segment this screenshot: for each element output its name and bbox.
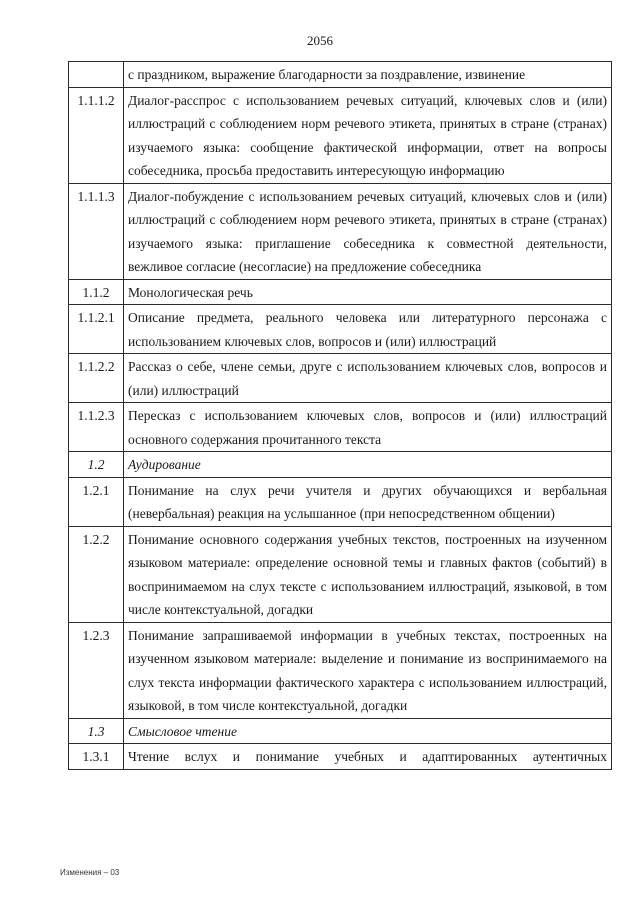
table-row xyxy=(69,62,612,88)
content-table xyxy=(68,61,612,770)
row-text: Чтение вслух и понимание учебных и адаптированных аутентичных xyxy=(124,744,612,770)
row-text: Диалог-расспрос с использованием речевых ситуаций, ключевых слов и (или) иллюстраций с соблюдением норм речевого этикета, принятых в стране (странах) изучаемого языка: сообщение фактической информации, ответ на вопросы собеседника, просьба предоставить интересующую информацию xyxy=(124,87,612,183)
table-row xyxy=(69,477,612,526)
row-number: 1.1.2 xyxy=(69,279,124,305)
table-row xyxy=(69,744,612,770)
row-text: Понимание запрашиваемой информации в учебных текстах, построенных на изученном языковом материале: выделение и понимание из воспринимаемого на слух текста информации фактического характера с использованием иллюстраций, языковой, в том числе контекстуальной, догадки xyxy=(124,622,612,718)
row-text: Описание предмета, реального человека или литературного персонажа с использованием ключевых слов, вопросов и (или) иллюстраций xyxy=(124,305,612,354)
row-text: Понимание основного содержания учебных текстов, построенных на изученном языковом материале: определение основной темы и главных фактов (событий) в воспринимаемом на слух тексте с использованием иллюстраций, языковой, в том числе контекстуальной, догадки xyxy=(124,526,612,622)
footer-revision-note: Изменения – 03 xyxy=(60,868,120,877)
row-number xyxy=(69,62,124,88)
row-text: Диалог-побуждение с использованием речевых ситуаций, ключевых слов и (или) иллюстраций с соблюдением норм речевого этикета, принятых в стране (странах) изучаемого языка: приглашение собеседника к совместной деятельности, вежливое согласие (несогласие) на предложение собеседника xyxy=(124,183,612,279)
row-text: Рассказ о себе, члене семьи, друге с использованием ключевых слов, вопросов и (или) иллюстраций xyxy=(124,354,612,403)
section-row xyxy=(69,718,612,744)
table-row xyxy=(69,403,612,452)
table-row xyxy=(69,622,612,718)
row-number: 1.1.2.2 xyxy=(69,354,124,403)
table-row xyxy=(69,305,612,354)
row-text: Пересказ с использованием ключевых слов, вопросов и (или) иллюстраций основного содержания прочитанного текста xyxy=(124,403,612,452)
table-row xyxy=(69,87,612,183)
row-number: 1.2.1 xyxy=(69,477,124,526)
table-row xyxy=(69,526,612,622)
row-text: Монологическая речь xyxy=(124,279,612,305)
section-row xyxy=(69,452,612,478)
table-row xyxy=(69,354,612,403)
row-number: 1.2.3 xyxy=(69,622,124,718)
table-row xyxy=(69,279,612,305)
row-number: 1.1.1.2 xyxy=(69,87,124,183)
section-number: 1.3 xyxy=(69,718,124,744)
table-row xyxy=(69,183,612,279)
row-text: Понимание на слух речи учителя и других обучающихся и вербальная (невербальная) реакция на услышанное (при непосредственном общении) xyxy=(124,477,612,526)
row-number: 1.1.2.3 xyxy=(69,403,124,452)
row-number: 1.1.1.3 xyxy=(69,183,124,279)
row-number: 1.2.2 xyxy=(69,526,124,622)
row-text: с праздником, выражение благодарности за поздравление, извинение xyxy=(124,62,612,88)
section-title: Смысловое чтение xyxy=(124,718,612,744)
row-number: 1.3.1 xyxy=(69,744,124,770)
row-number: 1.1.2.1 xyxy=(69,305,124,354)
section-title: Аудирование xyxy=(124,452,612,478)
page-number: 2056 xyxy=(307,33,333,48)
section-number: 1.2 xyxy=(69,452,124,478)
